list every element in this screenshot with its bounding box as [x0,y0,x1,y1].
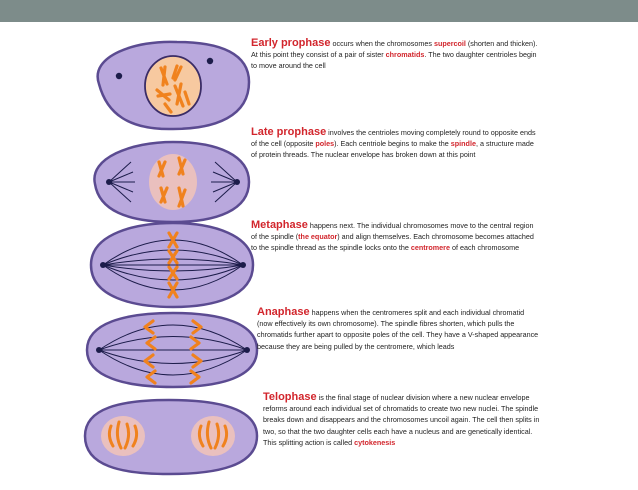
metaphase-title: Metaphase [251,219,308,231]
text-run: , a structure made of protein threads. The nuclear envelope has broken down at this point [251,139,534,160]
text-run: is the final stage of nuclear division where a new nuclear envelope reforms around each individual set of chromatids to create two new nuclei. The spindle breaks down and disappears and the chromosomes uncoil again. The cell then splits in two, so that the two daughter cells each have a nucleus and are genetically identical. This splitting action is called [263,393,540,447]
top-bar [0,0,638,22]
text-run: involves the centrioles moving completely round to opposite ends of the cell (opposite [251,128,536,149]
telophase-title: Telophase [263,391,317,403]
late-prophase-text [251,127,541,161]
text-run: . The two daughter centrioles begin to move around the cell [251,50,537,71]
text-run: (shorten and thicken). At this point they consist of a pair of sister [251,39,538,60]
early-prophase-diagram [81,34,261,134]
term-poles: poles [315,139,335,149]
anaphase-text [257,307,541,352]
term-chromatids: chromatids [385,50,425,60]
text-run: occurs when the chromosomes [330,39,434,48]
early-prophase-text [251,38,541,72]
early-prophase-title: Early prophase [251,37,331,49]
metaphase-text [251,220,541,254]
text-run: ). Each centriole begins to make the [334,139,451,149]
term-centromere: centromere [410,243,450,253]
telophase-diagram [81,390,261,490]
text-run: happens next. The individual chromosomes move to the central region of the spindle ( [251,221,534,242]
text-run: ) and align themselves. Each chromosome becomes attached to the spindle thread as the spindle locks onto the [251,232,534,253]
text-run: happens when the centromeres split and each individual chromatid (now effectively its own chromosome). The spindle fibres shorten, which pulls the chromatids further apart to opposite poles of the cell. They have a V-shaped appearance because they are being pulled by the centromere, which leads [257,308,539,351]
mitosis-slide [81,22,546,479]
late-prophase-title: Late prophase [251,126,327,138]
metaphase-diagram [81,215,261,315]
term-spindle: spindle [450,139,476,149]
term-supercoil: supercoil [433,39,466,48]
anaphase-title: Anaphase [257,306,310,318]
term-equator: the equator [298,232,338,242]
text-run: of each chromosome [449,243,520,253]
term-cytokenesis: cytokenesis [354,437,396,447]
telophase-text [263,392,541,448]
